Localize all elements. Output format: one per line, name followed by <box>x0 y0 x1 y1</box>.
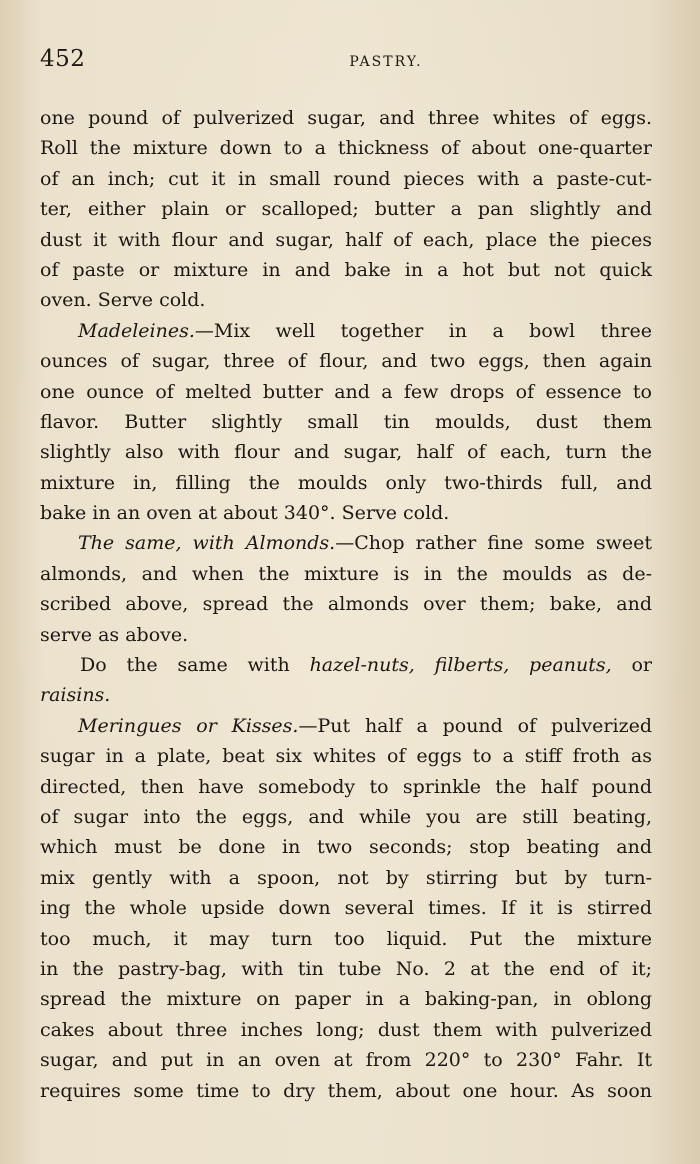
text-line: bake in an oven at about 340°. Serve cold. <box>40 502 450 525</box>
text-line: mixture in, filling the moulds only two-thirds full, and <box>40 471 652 494</box>
text-line: of an inch; cut it in small round pieces with a paste-cut- <box>40 167 652 190</box>
recipe-title-madeleines: Madeleines. <box>78 319 195 342</box>
text-line: too much, it may turn too liquid. Put the mixture <box>40 927 652 950</box>
text-line: of paste or mixture in and bake in a hot but not quick <box>40 258 652 281</box>
text-line: directed, then have somebody to sprinkle the half pound <box>40 775 652 798</box>
text-line: oven. Serve cold. <box>40 289 206 312</box>
text-line: one pound of pulverized sugar, and three whites of eggs. <box>40 107 652 129</box>
text-line: ter, either plain or scalloped; butter a pan slightly and <box>40 198 652 221</box>
page-body <box>40 103 652 1106</box>
text-line: one ounce of melted butter and a few drops of essence to <box>40 380 652 403</box>
text-line: flavor. Butter slightly small tin moulds, dust them <box>40 410 652 433</box>
recipe-heading-line: The same, with Almonds.—Chop rather fine some sweet <box>78 532 652 555</box>
page-number: 452 <box>40 46 86 72</box>
recipe-title-almonds: The same, with Almonds. <box>78 532 336 555</box>
text-line: dust it with flour and sugar, half of each, place the pieces <box>40 228 652 251</box>
text-line: sugar, and put in an oven at from 220° to 230° Fahr. It <box>40 1049 652 1072</box>
text-line: Do the same with hazel-nuts, filberts, peanuts, or <box>80 654 653 677</box>
nut-list: hazel-nuts, filberts, peanuts, <box>309 654 612 677</box>
text-line: sugar in a plate, beat six whites of eggs to a stiff froth as <box>40 745 652 768</box>
recipe-title-meringues: Meringues or Kisses. <box>78 714 299 737</box>
recipe-heading-line: Madeleines.—Mix well together in a bowl three <box>78 319 652 342</box>
text-line: Roll the mixture down to a thickness of about one-quarter <box>40 137 652 160</box>
running-head: PASTRY. <box>349 54 423 70</box>
text-line: serve as above. <box>40 623 189 646</box>
text-line: ounces of sugar, three of flour, and two eggs, then again <box>40 350 652 373</box>
text-line: raisins. <box>40 684 111 707</box>
text-line: spread the mixture on paper in a baking-pan, in oblong <box>40 988 652 1011</box>
text-line: scribed above, spread the almonds over them; bake, and <box>40 593 652 616</box>
text-line: cakes about three inches long; dust them with pulverized <box>40 1018 652 1041</box>
text-line: which must be done in two seconds; stop beating and <box>40 836 652 859</box>
text-line: almonds, and when the mixture is in the moulds as de- <box>40 562 652 585</box>
recipe-heading-line: Meringues or Kisses.—Put half a pound of pulverized <box>78 714 652 737</box>
text-line: of sugar into the eggs, and while you are still beating, <box>40 805 652 828</box>
text-line: mix gently with a spoon, not by stirring but by turn- <box>40 866 652 889</box>
text-line: requires some time to dry them, about one hour. As soon <box>40 1079 652 1102</box>
page-header <box>40 46 652 76</box>
text-line: slightly also with flour and sugar, half of each, turn the <box>40 441 652 464</box>
text-line: ing the whole upside down several times. If it is stirred <box>40 897 652 920</box>
text-line: in the pastry-bag, with tin tube No. 2 at the end of it; <box>40 957 652 980</box>
